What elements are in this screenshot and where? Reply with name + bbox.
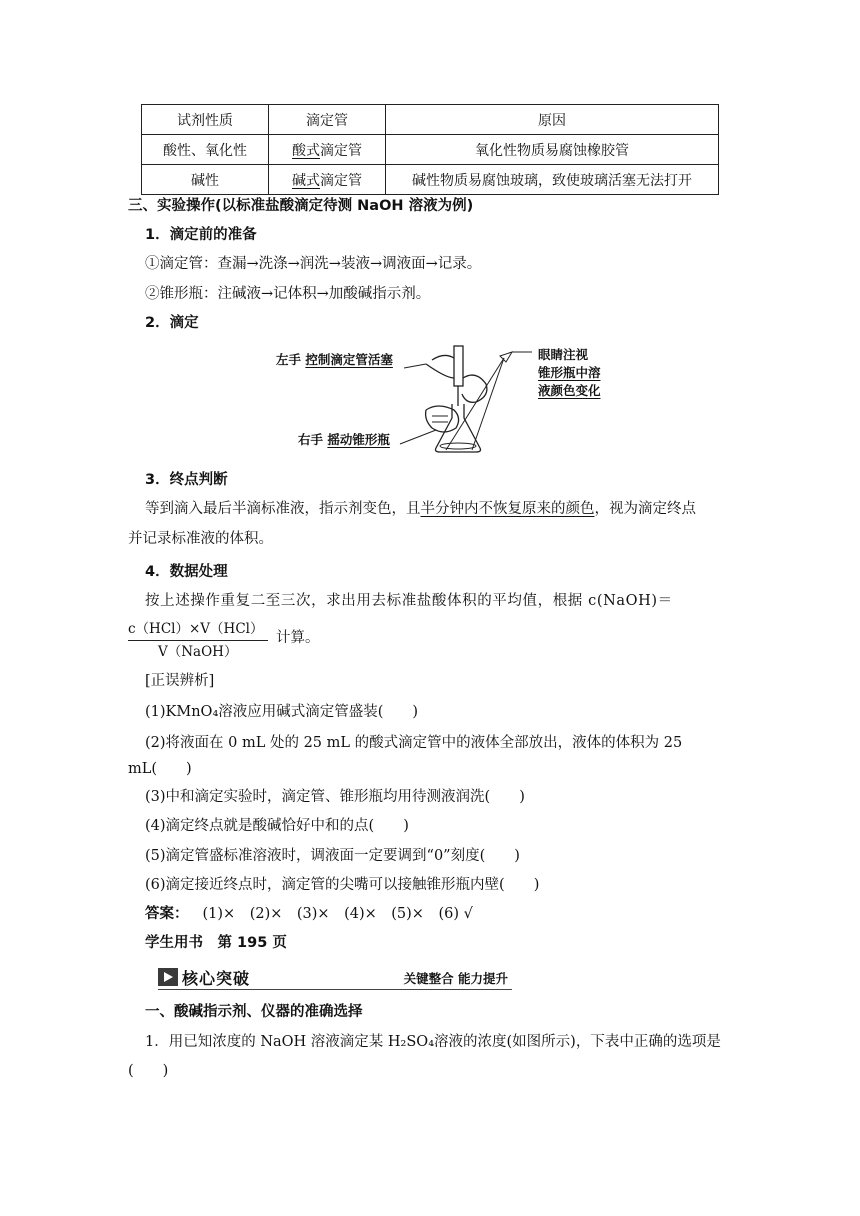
table-row: [142, 135, 719, 165]
judge-heading: [正误辨析]: [145, 673, 215, 689]
table-cell-text: 滴定管: [320, 172, 362, 189]
subsection-heading: 2．滴定: [145, 315, 199, 331]
table-cell: 碱性: [142, 165, 269, 195]
subsection-heading: 3．终点判断: [145, 472, 228, 488]
figure-label-left-hand: [276, 351, 393, 368]
table-cell: 酸性、氧化性: [142, 135, 269, 165]
figure-label-eyes: 眼睛注视: [538, 347, 589, 362]
figure-label-prefix: 右手: [298, 432, 324, 447]
paragraph: ①滴定管：查漏→洗涤→润洗→装液→调液面→记录。: [145, 256, 482, 272]
table-cell-text: 滴定管: [320, 142, 362, 159]
figure-label-eyes-underlined: 锥形瓶中溶: [538, 365, 601, 380]
judge-item: (4)滴定终点就是酸碱恰好中和的点( ): [145, 818, 409, 834]
naoh-formula-fraction: [128, 620, 270, 661]
table-cell: 碱性物质易腐蚀玻璃，致使玻璃活塞无法打开: [386, 165, 719, 195]
table-header-cell: 滴定管: [269, 105, 386, 135]
paragraph: 计算。: [276, 630, 320, 646]
underlined-answer: 半分钟内不恢复原来的颜色: [420, 501, 595, 517]
subsection-heading: 1．滴定前的准备: [145, 227, 257, 243]
table-cell: [269, 165, 386, 195]
banner-subtitle: 关键整合 能力提升: [403, 971, 508, 986]
judge-item: (5)滴定管盛标准溶液时，调液面一定要调到“0”刻度( ): [145, 848, 520, 864]
figure-label-eyes-underlined: 液颜色变化: [538, 383, 601, 398]
figure-label-right-hand: [298, 431, 390, 448]
paragraph: 并记录标准液的体积。: [128, 531, 273, 547]
paragraph: 按上述操作重复二至三次，求出用去标准盐酸体积的平均值，根据 c(NaOH)＝: [145, 593, 673, 609]
answer-line: [145, 904, 473, 924]
paragraph: ②锥形瓶：注碱液→记体积→加酸碱指示剂。: [145, 286, 431, 302]
titration-figure: [276, 344, 636, 456]
table-row: [142, 165, 719, 195]
banner-title: 核心突破: [182, 969, 251, 988]
table-cell: 氧化性物质易腐蚀橡胶管: [386, 135, 719, 165]
judge-item: (3)中和滴定实验时，滴定管、锥形瓶均用待测液润洗( ): [145, 789, 525, 805]
table-header-cell: 试剂性质: [142, 105, 269, 135]
section-heading: 一、酸碱指示剂、仪器的准确选择: [145, 1004, 363, 1020]
underlined-answer: 碱式: [292, 172, 320, 189]
section-heading: 三、实验操作(以标准盐酸滴定待测 NaOH 溶液为例): [128, 198, 474, 214]
banner-underline: [158, 989, 512, 990]
fraction-denominator: V（NaOH）: [158, 644, 238, 660]
judge-item: (2)将液面在 0 mL 处的 25 mL 的酸式滴定管中的液体全部放出，液体的体积为 25: [145, 735, 683, 751]
table-header-cell: 原因: [386, 105, 719, 135]
core-breakthrough-banner: [158, 966, 512, 990]
table-cell: [269, 135, 386, 165]
answer-text: (1)× (2)× (3)× (4)× (5)× (6) √: [202, 906, 473, 922]
judge-item: mL( ): [128, 761, 192, 777]
underlined-answer: 酸式: [292, 142, 320, 159]
judge-item: (1)KMnO₄溶液应用碱式滴定管盛装( ): [145, 704, 419, 720]
answer-label: 答案：: [145, 906, 189, 922]
play-triangle-icon: [158, 968, 178, 986]
subsection-heading: 4．数据处理: [145, 564, 228, 580]
figure-label-prefix: 左手: [276, 352, 302, 367]
judge-item: (6)滴定接近终点时，滴定管的尖嘴可以接触锥形瓶内壁( ): [145, 877, 540, 893]
figure-label-underlined: 摇动锥形瓶: [327, 432, 390, 447]
fraction-bar: [128, 640, 268, 641]
paragraph-text: ，视为滴定终点: [594, 501, 696, 517]
paragraph: [145, 499, 696, 519]
question-text: 1．用已知浓度的 NaOH 溶液滴定某 H₂SO₄溶液的浓度(如图所示)，下表中正确的选项是: [145, 1034, 721, 1050]
table-header-row: [142, 105, 719, 135]
figure-label-underlined: 控制滴定管活塞: [305, 352, 393, 367]
reagent-buret-table: [141, 104, 719, 195]
book-page-reference: 学生用书 第 195 页: [145, 935, 287, 951]
question-text: ( ): [128, 1063, 169, 1079]
paragraph-text: 等到滴入最后半滴标准液，指示剂变色，且: [145, 501, 421, 517]
fraction-numerator: c（HCl）×V（HCl）: [128, 621, 264, 637]
